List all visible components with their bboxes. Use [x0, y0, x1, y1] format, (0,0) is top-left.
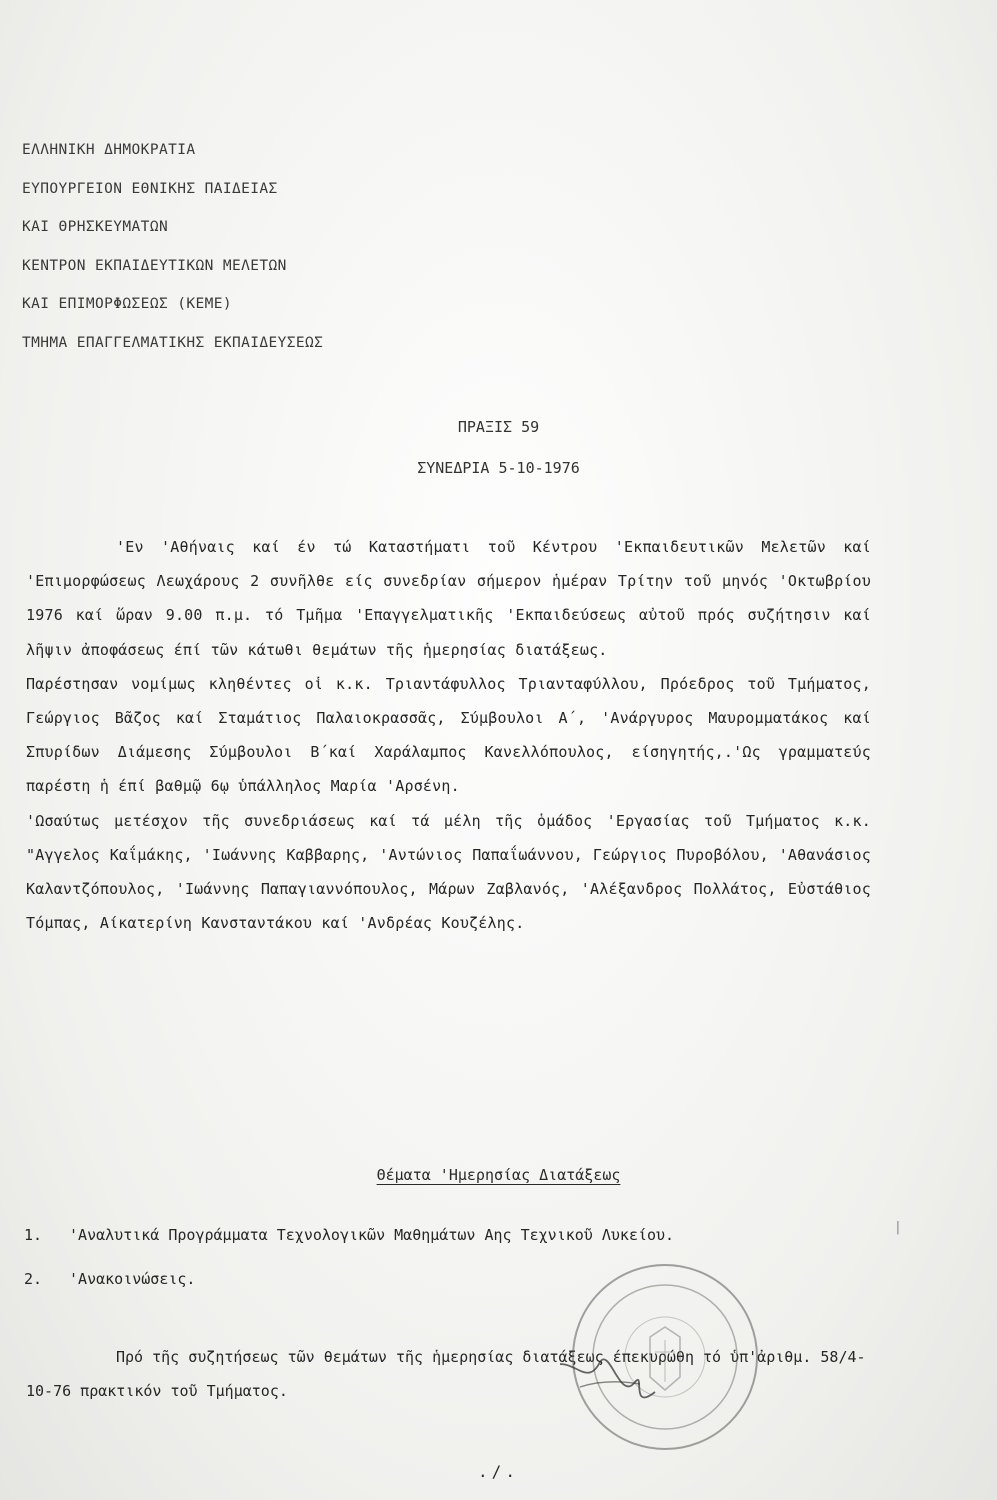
act-number: ΠΡΑΞΙΣ 59 — [457, 418, 540, 436]
letterhead-line: ΚΑΙ ΘΡΗΣΚΕΥΜΑΤΩΝ — [22, 219, 169, 235]
margin-mark-icon: | — [894, 1220, 902, 1235]
page-continuation-mark: ./. — [478, 1462, 519, 1481]
agenda-item-number: 2. — [24, 1270, 43, 1288]
work-group-paragraph: 'Ωσαύτως μετέσχον τῆς συνεδριάσεως καί τά μέλη τῆς ὁμάδος 'Εργασίας τοῦ Τμήματος κ.κ. "Αγγελος Καΐμάκης, 'Ιωάννης Καββαρης, 'Αντώνιος Παπαΐωάννου, Γεώργιος Πυροβόλου, 'Αθανάσιος Καλαντζόπουλος, 'Ιωάννης Παπαγιαννόπουλος, Μάρων Ζαβλανός, 'Αλέξανδρος Πολλάτος, Εὐστάθιος Τόμπας, Αίκατερίνη Κανσταντάκου καί 'Ανδρέας Κουζέλης. — [26, 811, 871, 933]
agenda-item-text: 'Αναλυτικά Προγράμματα Τεχνολογικῶν Μαθημάτων Αης Τεχνικοῦ Λυκείου. — [69, 1226, 675, 1244]
letterhead-line: ΕΛΛΗΝΙΚΗ ΔΗΜΟΚΡΑΤΙΑ — [22, 142, 196, 158]
attendees-paragraph: Παρέστησαν νομίμως κληθέντες οἱ κ.κ. Τριαντάφυλλος Τριανταφύλλου, Πρόεδρος τοῦ Τμήματος, Γεώργιος Βᾶζος καί Σταμάτιος Παλαιοκρασσᾶς, Σύμβουλοι Α΄, 'Ανάργυρος Μαυρομματάκος καί Σπυρίδων Διάμεσης Σύμβουλοι Β΄καί Χαράλαμπος Κανελλόπουλος, είσηγητής,.'Ως γραμματεύς παρέστη ἡ έπί βαθμῷ 6ῳ ὑπάλληλος Μαρία 'Αρσένη. — [26, 674, 871, 796]
letterhead-line: ΚΕΝΤΡΟΝ ΕΚΠΑΙΔΕΥΤΙΚΩΝ ΜΕΛΕΤΩΝ — [22, 257, 287, 274]
official-seal — [560, 1252, 770, 1462]
agenda-heading-text: Θέματα 'Ημερησίας Διατάξεως — [376, 1166, 621, 1184]
agenda-item-text: 'Ανακοινώσεις. — [69, 1270, 196, 1288]
session-date: ΣΥΝΕΔΡΙΑ 5-10-1976 — [417, 459, 580, 477]
agenda-item-number: 1. — [24, 1226, 43, 1244]
letterhead — [22, 140, 323, 371]
closing-text: Πρό τῆς συζητήσεως τῶν θεμάτων τῆς ἡμερησίας διατάξεως έπεκυρώθη τό ὑπ'ἀριθμ. 58/4-10-76 πρακτικόν τοῦ Τμήματος. — [26, 1348, 866, 1400]
minutes-body — [26, 530, 871, 940]
agenda-heading — [0, 1166, 997, 1184]
letterhead-line: ΤΜΗΜΑ ΕΠΑΓΓΕΛΜΑΤΙΚΗΣ ΕΚΠΑΙΔΕΥΣΕΩΣ — [22, 334, 324, 351]
opening-paragraph: 'Εν 'Αθήναις καί έν τώ Καταστήματι τοῦ Κέντρου 'Εκπαιδευτικῶν Μελετῶν καί 'Επιμορφώσεως Λεωχάρους 2 συνῆλθε είς συνεδρίαν σήμερον ἡμέραν Τρίτην τοῦ μηνός 'Οκτωβρίου 1976 καί ὥραν 9.00 π.μ. τό Τμῆμα 'Επαγγελματικῆς 'Εκπαιδεύσεως αὐτοῦ πρός συζήτησιν καί λῆψιν ἀποφάσεως έπί τῶν κάτωθι θεμάτων τῆς ἡμερησίας διατάξεως. — [26, 538, 871, 659]
letterhead-line: ΚΑΙ ΕΠΙΜΟΡΦΩΣΕΩΣ (ΚΕΜΕ) — [22, 296, 232, 312]
letterhead-line: ΕΥΠΟΥΡΓΕΙΟΝ ΕΘΝΙΚΗΣ ΠΑΙΔΕΙΑΣ — [22, 180, 278, 197]
